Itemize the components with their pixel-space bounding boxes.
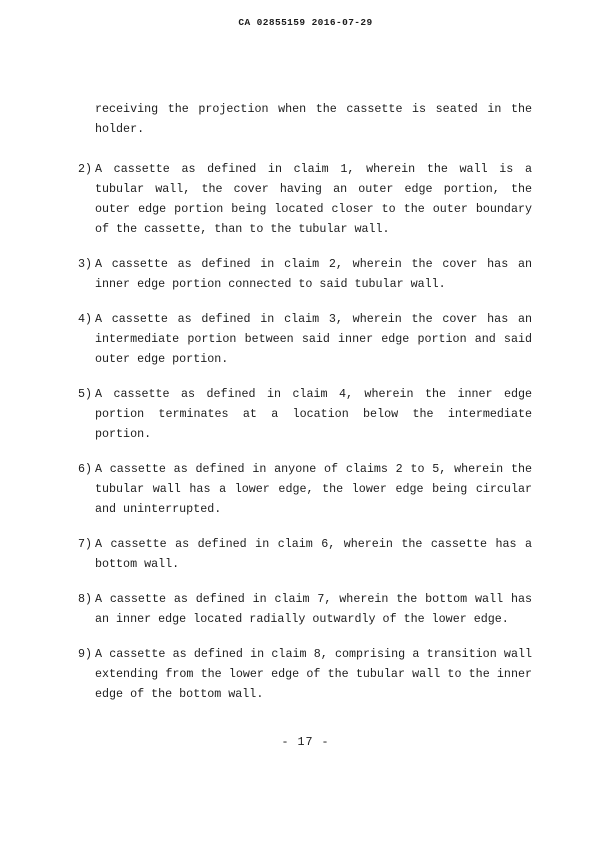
- patent-header: CA 02855159 2016-07-29: [238, 17, 373, 28]
- claim-number: 2): [78, 162, 93, 176]
- claim-text: A cassette as defined in claim 2, wherein the cover has an inner edge portion connected to said tubular wall.: [95, 257, 532, 291]
- claim-item-5: [78, 384, 533, 444]
- claim-item-4: [78, 309, 533, 369]
- claim-item-6: [78, 459, 533, 519]
- claim-number: 3): [78, 257, 93, 271]
- claim-text: A cassette as defined in anyone of claims 2 to 5, wherein the tubular wall has a lower edge, the lower edge being circular and uninterrupted.: [95, 462, 532, 516]
- claim-text: A cassette as defined in claim 3, wherein the cover has an intermediate portion between said inner edge portion and said outer edge portion.: [95, 312, 532, 366]
- claim-item-3: [78, 254, 533, 294]
- claim-number: 4): [78, 312, 93, 326]
- claim-number: 9): [78, 647, 93, 661]
- claims-content: [78, 99, 533, 704]
- claim-number: 6): [78, 462, 93, 476]
- claim-item-8: [78, 589, 533, 629]
- claim-text: A cassette as defined in claim 4, wherein the inner edge portion terminates at a location below the intermediate portion.: [95, 387, 532, 441]
- claim-item-9: [78, 644, 533, 704]
- claim-text: A cassette as defined in claim 1, wherein the wall is a tubular wall, the cover having an outer edge portion, the outer edge portion being located closer to the outer boundary of the cassette, than to the tubular wall.: [95, 162, 532, 236]
- claim-text: A cassette as defined in claim 8, comprising a transition wall extending from the lower edge of the tubular wall to the inner edge of the bottom wall.: [95, 647, 532, 701]
- claim-item-2: [78, 159, 533, 239]
- claim-number: 8): [78, 592, 93, 606]
- claim-text: A cassette as defined in claim 7, wherein the bottom wall has an inner edge located radially outwardly of the lower edge.: [95, 592, 532, 626]
- claim-text: A cassette as defined in claim 6, wherein the cassette has a bottom wall.: [95, 537, 532, 571]
- claim-number: 5): [78, 387, 93, 401]
- claim-number: 7): [78, 537, 93, 551]
- claim-1-continuation-text: receiving the projection when the cassette is seated in the holder.: [95, 102, 532, 136]
- page-number: - 17 -: [281, 735, 330, 749]
- claim-item-7: [78, 534, 533, 574]
